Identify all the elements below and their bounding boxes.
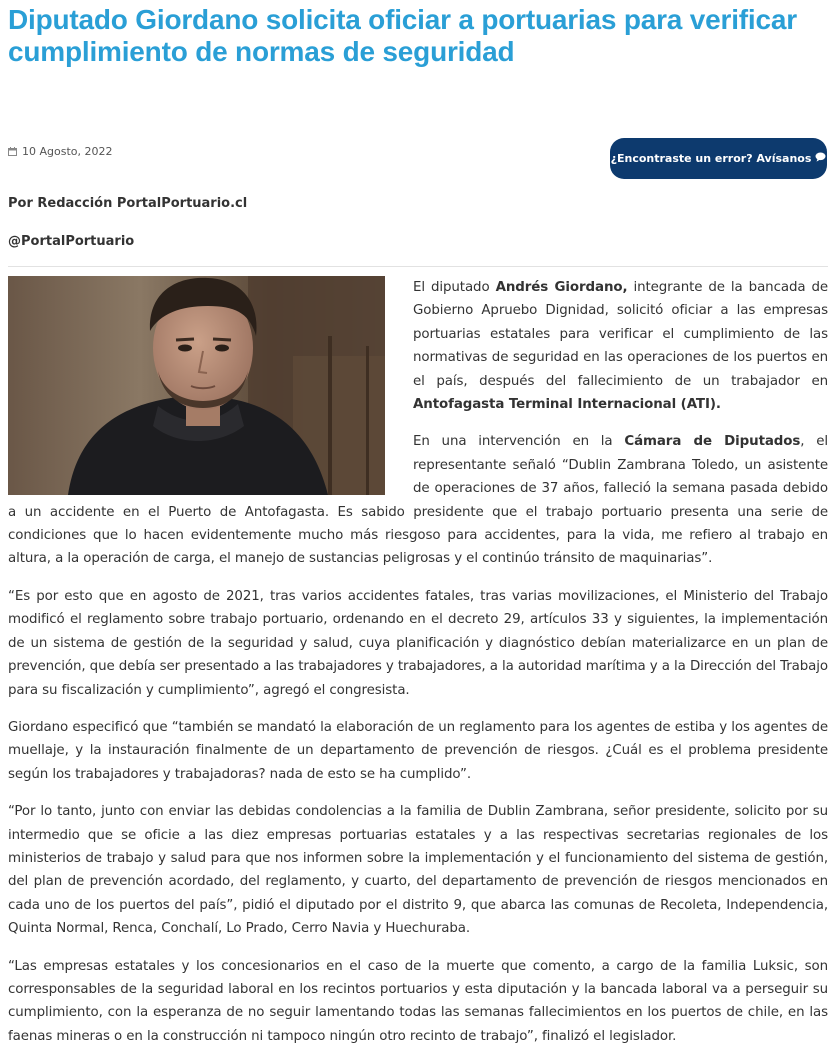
publish-date-text: 10 Agosto, 2022 xyxy=(22,145,113,158)
chamber-highlight: Cámara de Diputados xyxy=(624,434,801,450)
article-body xyxy=(8,276,828,1062)
paragraph-4: Giordano especificó que “también se mandató la elaboración de un reglamento para los agentes de estiba y los agentes de muellaje, y la instauración finalmente de un departamento de prevención de riesgos. ¿Cuál es el problema presidente según los trabajadores y trabajadoras? nada de esto se ha cumplido”. xyxy=(8,719,828,782)
paragraph-1: El diputado Andrés Giordano, integrante de la bancada de Gobierno Apruebo Dignidad, solicitó oficiar a las empresas portuarias estatales para verificar el cumplimiento de las normativas de seguridad en las operaciones de los puertos en el país, después del fallecimiento de un trabajador en Antofagasta Terminal Internacional (ATI). xyxy=(413,280,828,413)
paragraph-2: En una intervención en la Cámara de Diputados, el representante señaló “Dublin Zambrana Toledo, un asistente de operaciones de 37 años, falleció la semana pasada debido a un accidente en el Puerto de Antofagasta. Es sabido presidente que el trabajo portuario presenta una serie de condiciones que lo hacen evidentemente mucho más riesgoso para accidentes, para la vida, me refiero al trabajo en altura, a la operación de carga, el manejo de sustancias peligrosas y el continúo tránsito de maquinarias”. xyxy=(8,434,829,567)
paragraph-5: “Por lo tanto, junto con enviar las debidas condolencias a la familia de Dublin Zambrana, señor presidente, solicito por su intermedio que se oficie a las diez empresas portuarias estatales y a las respectivas secretarias regionales de los ministerios de trabajo y salud para que nos informen sobre la implementación y el funcionamiento del sistema de gestión, del plan de prevención acordado, del reglamento, y cuarto, del departamento de prevención de riesgos mencionados en cada uno de los puertos del país”, pidió el diputado por el distrito 9, que abarca las comunas de Recoleta, Independencia, Quinta Normal, Renca, Conchalí, Lo Prado, Cerro Navia y Huechuraba. xyxy=(8,804,828,937)
paragraph-6: “Las empresas estatales y los concesionarios en el caso de la muerte que comento, a cargo de la familia Luksic, son corresponsables de la seguridad laboral en los recintos portuarios y esta diputación y la bancada laboral va a perseguir su cumplimiento, con la esperanza de no seguir lamentando todas las semanas fallecimientos en los puertos de chile, en las faenas mineras o en la construcción ni tampoco ningún otro recinto de trabajo”, finalizó el legislador. xyxy=(8,958,828,1044)
article-title: Diputado Giordano solicita oficiar a portuarias para verificar cumplimiento de normas de seguridad xyxy=(8,4,797,67)
terminal-highlight: Antofagasta Terminal Internacional (ATI). xyxy=(413,397,721,413)
publish-date xyxy=(8,145,113,158)
report-error-button[interactable] xyxy=(610,138,827,179)
name-highlight: Andrés Giordano, xyxy=(495,280,628,295)
paragraph-3: “Es por esto que en agosto de 2021, tras varios accidentes fatales, tras varias movilizaciones, el Ministerio del Trabajo modificó el reglamento sobre trabajo portuario, ordenando en el decreto 29, artículos 33 y siguientes, la implementación de un sistema de gestión de la seguridad y salud, cuya planificación y diagnóstico debían materializarce en un plan de prevención, que debía ser presentado a las trabajadores y trabajadores, a la autoridad marítima y a la Dirección del Trabajo para su fiscalización y cumplimiento”, agregó el congresista. xyxy=(8,588,828,698)
comment-icon xyxy=(815,152,826,165)
calendar-icon xyxy=(8,147,17,156)
article-photo xyxy=(8,276,385,495)
byline: Por Redacción PortalPortuario.cl xyxy=(8,196,248,211)
divider xyxy=(8,266,828,267)
author-handle: @PortalPortuario xyxy=(8,234,135,249)
report-error-label: ¿Encontraste un error? Avísanos xyxy=(610,152,812,165)
